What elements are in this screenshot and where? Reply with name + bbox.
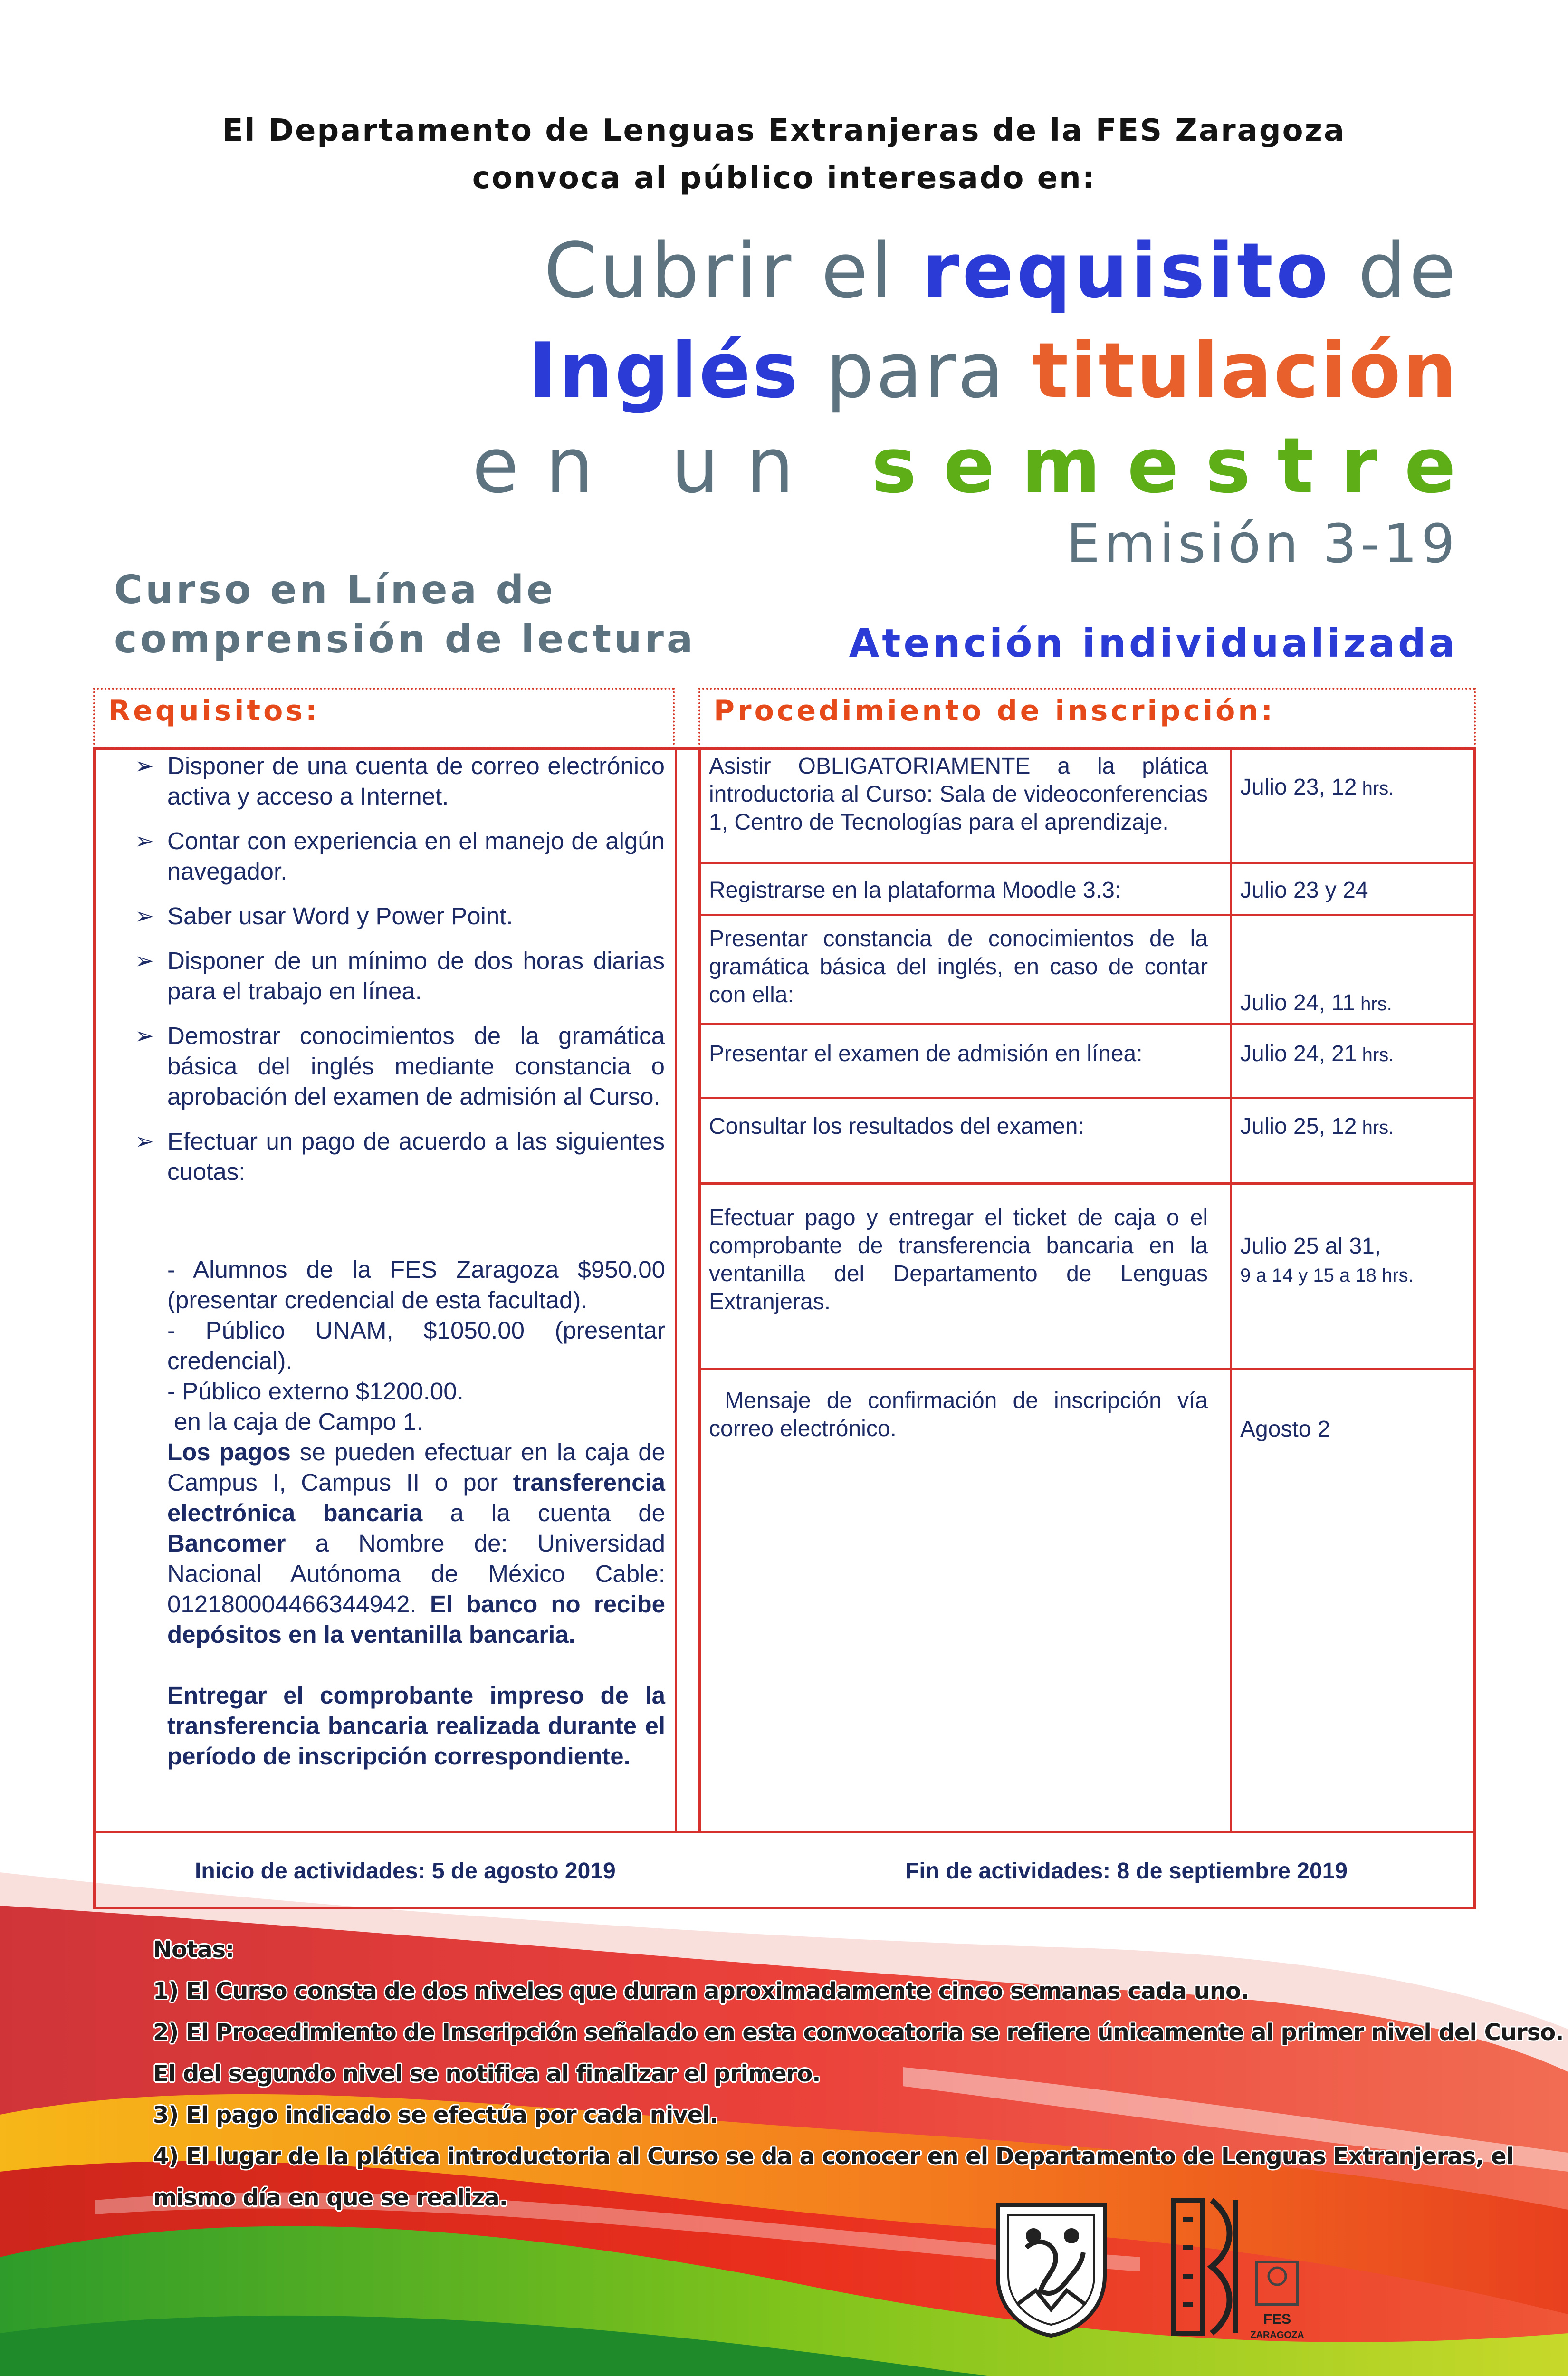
fee-line: - Público externo $1200.00. (167, 1378, 464, 1405)
step-date: Julio 25, 12 hrs. (1240, 1114, 1394, 1139)
attention-label: Atención individualizada (849, 621, 1458, 666)
intro-text: El Departamento de Lenguas Extranjeras de la FES Zaragoza convoca al público interesado en: (222, 113, 1346, 196)
step-description: Consultar los resultados del examen: (709, 1114, 1084, 1139)
table-row (698, 864, 1476, 916)
step-description: Presentar el examen de admisión en línea: (709, 1041, 1143, 1066)
receipt-note: Entregar el comprobante impreso de la transferencia bancaria realizada durante el período de inscripción correspondiente. (167, 1682, 665, 1770)
fee-line: - Alumnos de la FES Zaragoza $950.00 (presentar credencial de esta facultad). (167, 1256, 665, 1313)
step-description: Registrarse en la plataforma Moodle 3.3: (709, 878, 1121, 903)
arrow-bullet-icon: ➢ (135, 753, 154, 779)
arrow-bullet-icon: ➢ (135, 828, 154, 854)
step-date: Julio 25 al 31, 9 a 14 y 15 a 18 hrs. (1240, 1234, 1414, 1286)
fes-logo-subtext: ZARAGOZA (1250, 2330, 1304, 2340)
step-date: Julio 23, 12 hrs. (1240, 775, 1394, 800)
table-row (698, 1370, 1476, 1833)
title-word: en un (472, 421, 871, 510)
end-date: Fin de actividades: 8 de septiembre 2019 (905, 1859, 1348, 1884)
table-row (698, 1025, 1476, 1099)
table-row (698, 1099, 1476, 1185)
arrow-bullet-icon: ➢ (135, 903, 154, 929)
title-highlight-requisito: requisito (921, 226, 1331, 315)
list-item: ➢ Efectuar un pago de acuerdo a las siguientes cuotas: (135, 1126, 665, 1187)
step-date: Julio 24, 21 hrs. (1240, 1041, 1394, 1066)
edition-label: Emisión 3-19 (1066, 513, 1459, 575)
list-item: ➢ Saber usar Word y Power Point. (135, 901, 665, 931)
title-word: de (1331, 226, 1459, 315)
fes-logo-text: FES (1263, 2311, 1291, 2327)
note-line: mismo día en que se realiza. (153, 2184, 507, 2211)
title-line-3 (472, 418, 1483, 513)
notes-section (153, 1929, 1564, 2219)
arrow-bullet-icon: ➢ (135, 1023, 154, 1049)
table-row (698, 747, 1476, 864)
title-highlight-titulacion: titulación (1032, 326, 1459, 415)
fee-line: en la caja de Campo 1. (167, 1408, 423, 1435)
step-description: Mensaje de confirmación de inscripción vía correo electrónico. (709, 1388, 1214, 1441)
list-item: ➢ Demostrar conocimientos de la gramática básica del inglés mediante constancia o aprobación del examen de admisión al Curso. (135, 1021, 665, 1112)
divider (675, 747, 677, 1833)
course-type (114, 565, 696, 664)
course-line-2: comprensión de lectura (114, 617, 696, 662)
unam-logo-icon (988, 2195, 1114, 2338)
step-date: Julio 23 y 24 (1240, 878, 1368, 903)
course-line-1: Curso en Línea de (114, 567, 556, 613)
procedure-heading: Procedimiento de inscripción: (698, 688, 1476, 748)
title-word: Cubrir el (544, 226, 922, 315)
arrow-bullet-icon: ➢ (135, 1128, 154, 1155)
requirements-heading: Requisitos: (93, 688, 675, 748)
title-highlight-ingles: Inglés (528, 326, 800, 415)
title-line-1 (544, 223, 1459, 318)
table-row (698, 1185, 1476, 1370)
note-line: El del segundo nivel se notifica al finalizar el primero. (153, 2060, 821, 2087)
step-date: Julio 24, 11 hrs. (1240, 990, 1392, 1016)
start-date: Inicio de actividades: 5 de agosto 2019 (195, 1859, 616, 1884)
title-highlight-semestre: semestre (871, 421, 1482, 510)
title-line-2 (528, 323, 1459, 418)
note-line: 1) El Curso consta de dos niveles que duran aproximadamente cinco semanas cada uno. (153, 1978, 1249, 2004)
arrow-bullet-icon: ➢ (135, 948, 154, 974)
list-item: ➢ Disponer de un mínimo de dos horas diarias para el trabajo en línea. (135, 946, 665, 1006)
list-item: ➢ Contar con experiencia en el manejo de algún navegador. (135, 826, 665, 887)
notes-title: Notas: (153, 1936, 234, 1963)
step-description: Efectuar pago y entregar el ticket de caja o el comprobante de transferencia bancaria en la ventanilla del Departamento de Lenguas Extranjeras. (709, 1205, 1208, 1314)
step-description: Asistir OBLIGATORIAMENTE a la plática introductoria al Curso: Sala de videoconferencias 1, Centro de Tecnologías para el aprendizaje. (709, 754, 1208, 835)
note-line: 3) El pago indicado se efectúa por cada nivel. (153, 2102, 718, 2128)
table-row (698, 916, 1476, 1025)
payment-instructions: Los pagos se pueden efectuar en la caja de Campus I, Campus II o por transferencia electrónica bancaria a la cuenta de Bancomer a Nombre de: Universidad Nacional Autónoma de México Cable: 012180004466344942. El banco no recibe depósitos en la ventanilla bancaria. (167, 1438, 666, 1648)
note-line: 4) El lugar de la plática introductoria al Curso se da a conocer en el Departamento de Lenguas Extranjeras, el (153, 2143, 1514, 2170)
title-word: para (799, 326, 1032, 415)
fes-zaragoza-logo-icon (1164, 2191, 1307, 2347)
step-date: Agosto 2 (1240, 1417, 1330, 1442)
requirements-list (135, 751, 665, 1201)
note-line: 2) El Procedimiento de Inscripción señalado en esta convocatoria se refiere únicamente al primer nivel del Curso. (153, 2019, 1564, 2046)
fees-and-payment (167, 1255, 665, 1772)
spacer (167, 1650, 665, 1680)
step-description: Presentar constancia de conocimientos de la gramática básica del inglés, en caso de contar con ella: (709, 926, 1208, 1007)
list-item: ➢ Disponer de una cuenta de correo electrónico activa y acceso a Internet. (135, 751, 665, 812)
fee-line: - Público UNAM, $1050.00 (presentar credencial). (167, 1317, 665, 1374)
